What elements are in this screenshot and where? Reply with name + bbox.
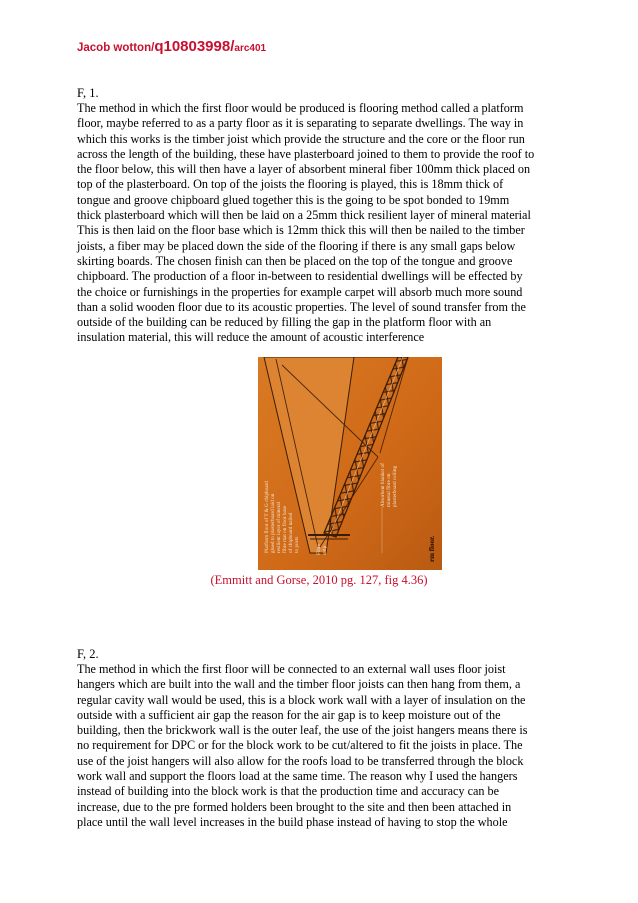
section-2-paragraph: [77, 662, 565, 830]
section-2-label: F, 2.: [77, 647, 99, 661]
paragraph-line: tongue and groove chipboard glued together this is the going to be spot bonded to 19mm: [77, 192, 510, 207]
paragraph-line: joists, a fiber may be placed down the side of the flooring if there is any small gaps below: [77, 238, 516, 253]
annotation-edge: [428, 536, 436, 562]
svg-text:rm floor.: rm floor.: [428, 535, 436, 562]
paragraph-line: outside with a sufficient air gap the reason for the air gap is to keep moisture out of the: [77, 707, 501, 722]
paragraph-line: across the length of the building, these have plasterboard joined to them to provide the roof to: [77, 146, 535, 161]
paragraph-line: The method in which the first floor will be connected to an external wall uses floor joist: [77, 662, 506, 676]
paragraph-line: which this works is the timber joist which provide the structure and the core or the floor run: [77, 131, 525, 146]
paragraph-line: use of the joist hangers will also allow for the roofs load to be transferred through the block: [77, 753, 524, 768]
paragraph-line: top of the plasterboard. On top of the joists the flooring is played, this is 18mm thick of: [77, 177, 504, 192]
paragraph-line: no requirement for DPC or for the block work to be cut/altered to fit the joists in place. The: [77, 738, 523, 753]
svg-text:Fibre strip: Fibre strip: [316, 544, 328, 555]
student-id: q10803998: [154, 38, 231, 55]
paragraph-line: This is then laid on the floor base which is 12mm thick this will then be nailed to the timber: [77, 223, 525, 238]
paragraph-line: building, then the brickwork wall is the outer leaf, the use of the joist hangers means there is: [77, 723, 528, 738]
paragraph-line: skirting boards. The chosen finish can then be placed on the top of the tongue and groove: [77, 253, 513, 268]
paragraph-line: instead of building into the block work is that the production time and accuracy can be: [77, 784, 500, 799]
paragraph-line: thick plasterboard which will then be laid on a 25mm thick resilient layer of mineral material: [77, 208, 531, 223]
paragraph-line: regular cavity wall would be used, this is a block work wall with a layer of insulation on the: [77, 692, 526, 707]
paragraph-line: floor, maybe referred to as a party floor as it is separating to separate dwellings. The way in: [77, 116, 524, 131]
author-header: [77, 38, 266, 56]
paragraph-line: the choice or furnishings in the properties for example carpet will absorb much more sound: [77, 284, 523, 299]
section-1-label: F, 1.: [77, 86, 99, 100]
paragraph-line: place until the wall level increases in the build phase instead of having to stop the whole: [77, 814, 508, 829]
paragraph-line: chipboard. The production of a floor in-between to residential dwellings will be effected by: [77, 269, 523, 284]
paragraph-line: increase, due to the pre formed holders been brought to the site and then been attached in: [77, 799, 512, 814]
paragraph-line: hangers which are built into the wall and the timber floor joists can then hang from them, a: [77, 677, 521, 692]
author-name: Jacob wotton/: [77, 42, 155, 54]
module-code: arc401: [234, 43, 267, 54]
section-1-paragraph: [77, 101, 565, 346]
paragraph-line: insulation material, this will reduce the amount of acoustic interference: [77, 330, 425, 345]
paragraph-line: The method in which the first floor would be produced is flooring method called a platform: [77, 101, 524, 115]
paragraph-line: the floor below, this will then have a layer of absorbent mineral fiber 100mm thick placed on: [77, 162, 531, 177]
platform-floor-figure: [258, 357, 442, 570]
paragraph-line: work wall and support the floors load at the same time. The reason why I used the hangers: [77, 769, 518, 784]
paragraph-line: than a solid wooden floor due to its acoustic properties. The level of sound transfer from the: [77, 299, 526, 314]
figure-caption: (Emmitt and Gorse, 2010 pg. 127, fig 4.36): [210, 573, 428, 587]
platform-floor-photo: [258, 357, 442, 570]
svg-text:Platform floor of T & G chipbo: Platform floor of T & G chipboard glued to plasterboard laid on resilient layer of mineral fibre mat on floor base of chipboard nailed to joists: [264, 481, 300, 553]
paragraph-line: outside of the building can be reduced by filling the gap in the platform floor with an: [77, 315, 492, 330]
header-separator: /: [230, 38, 235, 55]
svg-text:Absorbent blanket of: Absorbent blanket of mineral fibre on plasterboard ceiling: [380, 463, 398, 507]
